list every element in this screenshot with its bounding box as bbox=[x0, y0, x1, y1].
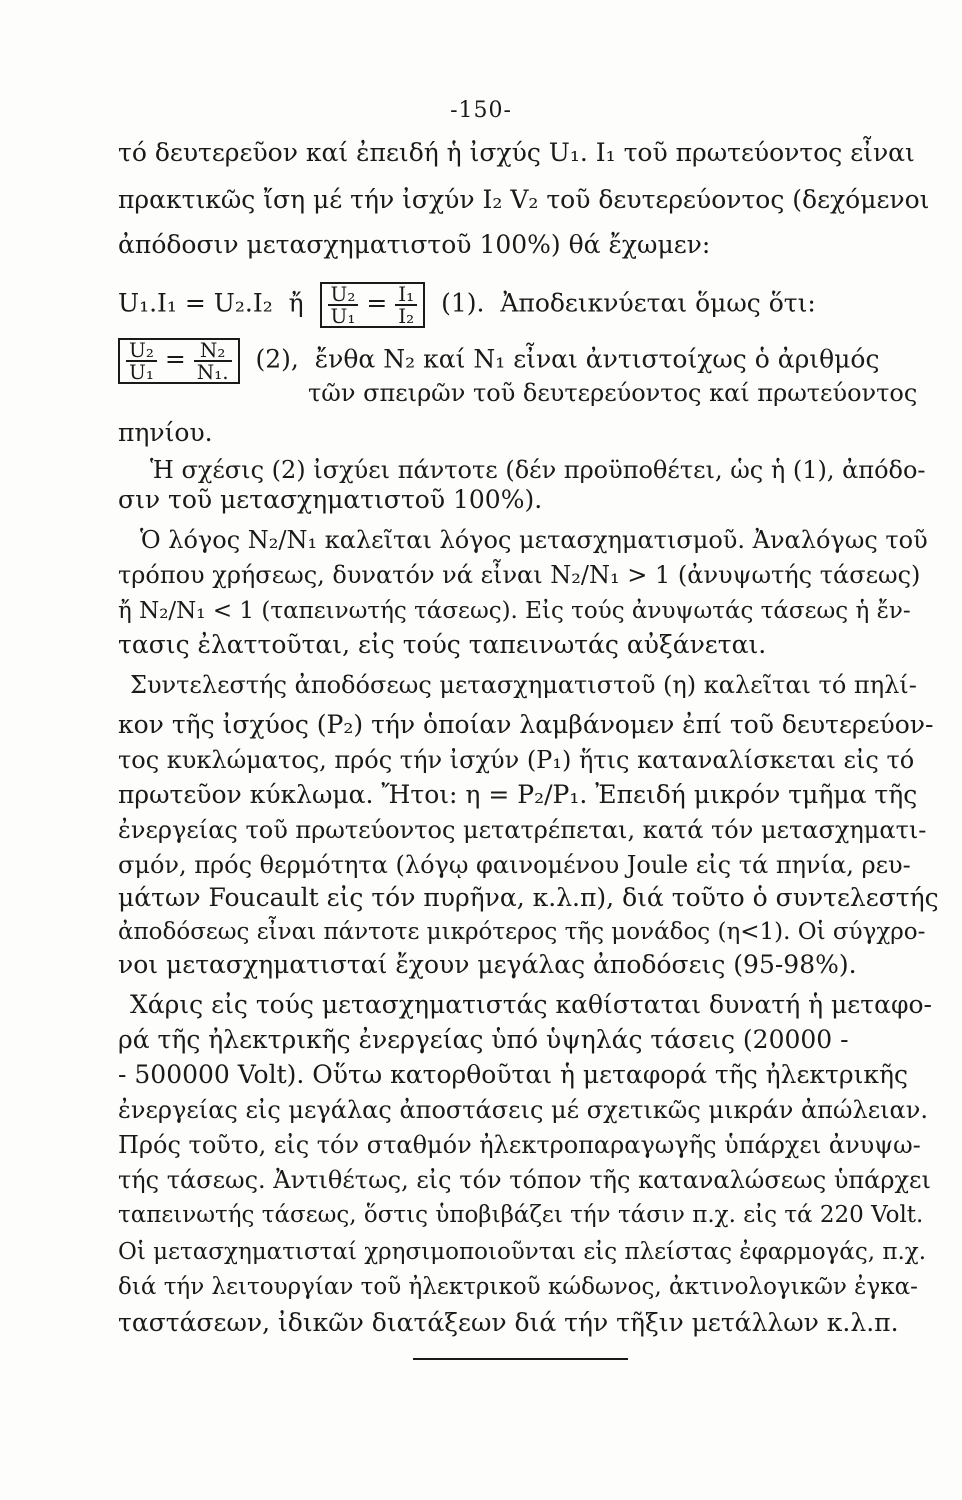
text-line: ἐνεργείας εἰς μεγάλας ἀποστάσεις μέ σχετικῶς μικράν ἀπώλειαν. bbox=[118, 1096, 928, 1124]
text-line: Ἡ σχέσις (2) ἰσχύει πάντοτε (δέν προϋποθέτει, ὡς ἡ (1), ἀπόδο- bbox=[150, 456, 926, 484]
eq2-box: $\frac{\text{U₂}}{\text{U₁}}$ = $\frac{\text{N₂}}{\text{N₁.}}$ bbox=[118, 338, 240, 384]
text-line: Οἱ μετασχηματισταί χρησιμοποιοῦνται εἰς πλείστας ἐφαρμογάς, π.χ. bbox=[118, 1239, 927, 1265]
text-line: νοι μετασχηματισταί ἔχουν μεγάλας ἀποδόσεις (95-98%). bbox=[118, 950, 857, 979]
text-line: ἀπόδοσιν μετασχηματιστοῦ 100%) θά ἔχωμεν: bbox=[118, 230, 711, 259]
text-line: τής τάσεως. Ἀντιθέτως, εἰς τόν τόπον τῆς καταναλώσεως ὑπάρχει bbox=[118, 1166, 931, 1194]
eq2-fraction-right: $\frac{\text{N₂}}{\text{N₁.}}$ bbox=[194, 340, 232, 382]
eq1-label: (1). bbox=[441, 288, 485, 318]
text-line: σιν τοῦ μετασχηματιστοῦ 100%). bbox=[118, 485, 543, 514]
equation-1 bbox=[118, 282, 816, 328]
eq2-fraction-left: $\frac{\text{U₂}}{\text{U₁}}$ bbox=[126, 340, 157, 382]
text-line: τό δευτερεῦον καί ἐπειδή ἡ ἰσχύς U₁. I₁ τοῦ πρωτεύοντος εἶναι bbox=[118, 138, 915, 167]
eq1-box: $\frac{\text{U₂}}{\text{U₁}}$ = $\frac{\text{I₁}}{\text{I₂}}$ bbox=[320, 282, 426, 328]
eq1-or: ἤ bbox=[288, 288, 304, 318]
text-line: τασις ἐλαττοῦται, εἰς τούς ταπεινωτάς αὐξάνεται. bbox=[118, 630, 767, 659]
text-line: κον τῆς ἰσχύος (P₂) τήν ὁποίαν λαμβάνομεν ἐπί τοῦ δευτερεύον- bbox=[118, 710, 934, 739]
text-line: ταπεινωτής τάσεως, ὅστις ὑποβιβάζει τήν τάσιν π.χ. εἰς τά 220 Volt. bbox=[118, 1202, 924, 1228]
text-line: ρά τῆς ἠλεκτρικῆς ἐνεργείας ὑπό ὑψηλάς τάσεις (20000 - bbox=[118, 1025, 849, 1054]
text-line: ἐνεργείας τοῦ πρωτεύοντος μετατρέπεται, κατά τόν μετασχηματι- bbox=[118, 816, 927, 844]
text-line: πρωτεῦον κύκλωμα. Ἤτοι: η = P₂/P₁. Ἐπειδή μικρόν τμῆμα τῆς bbox=[118, 780, 918, 809]
text-line: ἤ N₂/N₁ < 1 (ταπεινωτής τάσεως). Εἰς τούς ἀνυψωτάς τάσεως ἡ ἔν- bbox=[118, 598, 911, 624]
text-line: τῶν σπειρῶν τοῦ δευτερεύοντος καί πρωτεύοντος bbox=[308, 379, 918, 407]
text-line: τος κυκλώματος, πρός τήν ἰσχύν (P₁) ἥτις καταναλίσκεται εἰς τό bbox=[118, 746, 915, 774]
eq2-label: (2), bbox=[255, 344, 299, 374]
text-line: Χάρις εἰς τούς μετασχηματιστάς καθίσταται δυνατή ἡ μεταφο- bbox=[130, 990, 932, 1019]
text-line: πρακτικῶς ἴση μέ τήν ἰσχύν I₂ V₂ τοῦ δευτερεύοντος (δεχόμενοι bbox=[118, 185, 930, 214]
text-line: μάτων Foucault εἰς τόν πυρῆνα, κ.λ.π), διά τοῦτο ὁ συντελεστής bbox=[118, 883, 939, 912]
text-line: σμόν, πρός θερμότητα (λόγῳ φαινομένου Joule εἰς τά πηνία, ρευ- bbox=[118, 851, 911, 879]
eq1-lhs: U₁.I₁ = U₂.I₂ bbox=[118, 288, 273, 318]
text-line: ἀποδόσεως εἶναι πάντοτε μικρότερος τῆς μονάδος (η<1). Οἱ σύγχρο- bbox=[118, 919, 926, 945]
closing-rule bbox=[413, 1358, 628, 1360]
text-line: Συντελεστής ἀποδόσεως μετασχηματιστοῦ (η) καλεῖται τό πηλί- bbox=[130, 671, 917, 699]
text-line: τρόπου χρήσεως, δυνατόν νά εἶναι N₂/N₁ > 1 (ἀνυψωτής τάσεως) bbox=[118, 561, 921, 589]
eq2-after: ἔνθα N₂ καί N₁ εἶναι ἀντιστοίχως ὁ ἀριθμός bbox=[314, 344, 880, 374]
eq1-after: Ἀποδεικνύεται ὅμως ὅτι: bbox=[500, 288, 816, 318]
eq1-fraction-left: $\frac{\text{U₂}}{\text{U₁}}$ bbox=[328, 284, 359, 326]
text-line: Πρός τοῦτο, εἰς τόν σταθμόν ἠλεκτροπαραγωγῆς ὑπάρχει ἀνυψω- bbox=[118, 1131, 921, 1159]
text-line: - 500000 Volt). Οὕτω κατορθοῦται ἡ μεταφορά τῆς ἠλεκτρικῆς bbox=[118, 1060, 908, 1089]
page-number: -150- bbox=[450, 98, 512, 123]
text-line: πηνίου. bbox=[118, 418, 213, 447]
text-line: Ὁ λόγος N₂/N₁ καλεῖται λόγος μετασχηματισμοῦ. Ἀναλόγως τοῦ bbox=[140, 526, 928, 554]
text-line: διά τήν λειτουργίαν τοῦ ἠλεκτρικοῦ κώδωνος, ἀκτινολογικῶν ἐγκα- bbox=[118, 1274, 918, 1300]
eq1-fraction-right: $\frac{\text{I₁}}{\text{I₂}}$ bbox=[395, 284, 417, 326]
text-line: ταστάσεων, ἰδικῶν διατάξεων διά τήν τῆξιν μετάλλων κ.λ.π. bbox=[118, 1308, 899, 1337]
